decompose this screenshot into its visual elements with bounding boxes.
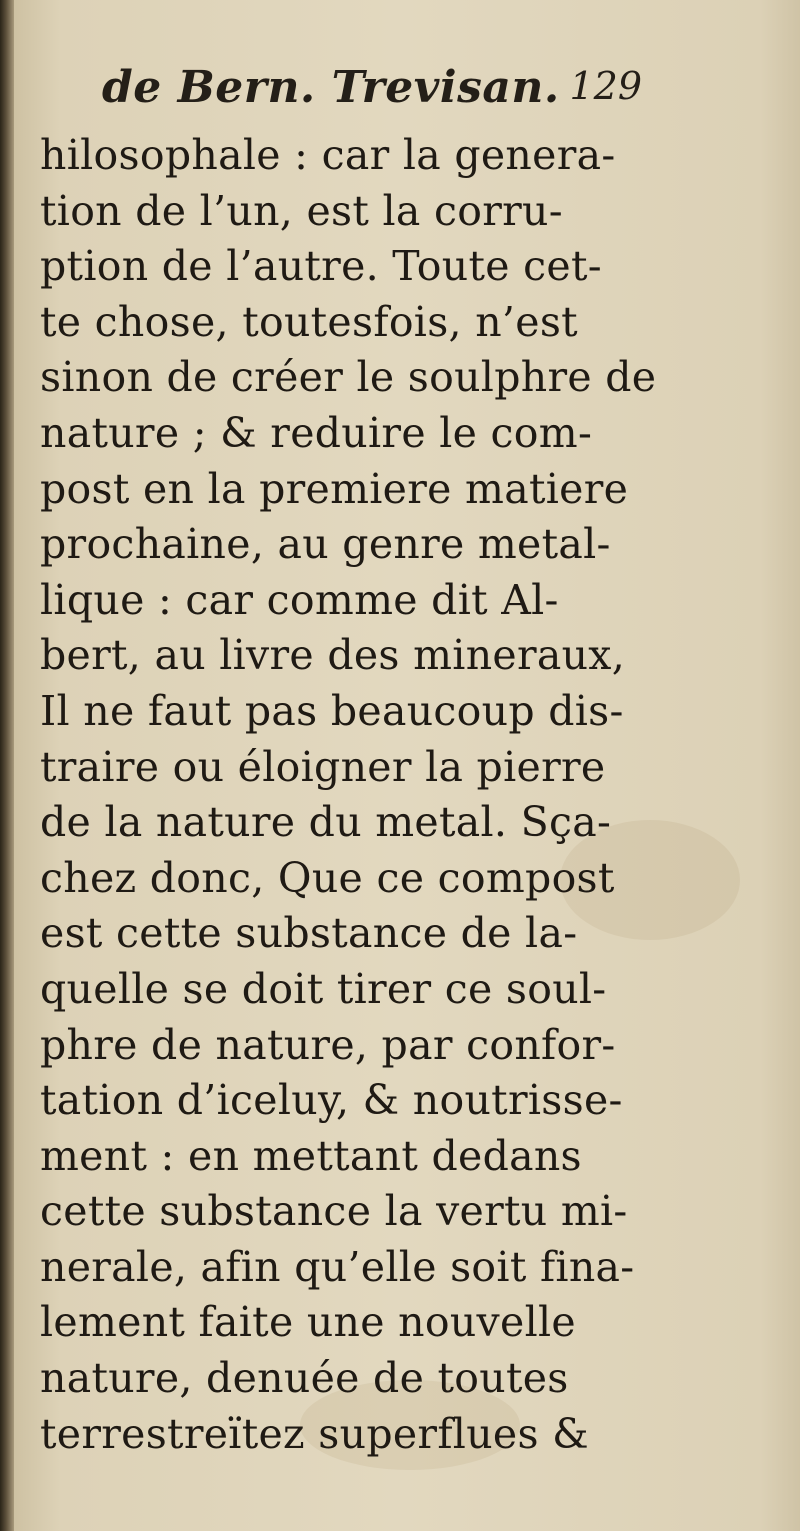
- text-line: tation d’iceluy, & noutrisse-: [40, 1076, 623, 1125]
- text-line: terrestreïtez superflues &: [40, 1409, 589, 1458]
- text-line: chez donc, Que ce compost: [40, 853, 615, 902]
- text-line: bert, au livre des mineraux,: [40, 631, 626, 680]
- text-line: tion de l’un, est la corru-: [40, 186, 563, 235]
- running-title: de Bern. Trevisan.: [102, 62, 560, 113]
- page-header: [102, 62, 642, 118]
- text-line: lement faite une nouvelle: [40, 1298, 576, 1347]
- text-line: nature, denuée de toutes: [40, 1354, 569, 1403]
- text-line: post en la premiere matiere: [40, 464, 629, 513]
- text-line: Il ne faut pas beaucoup dis-: [40, 686, 624, 735]
- text-line: cette substance la vertu mi-: [40, 1187, 628, 1236]
- text-line: prochaine, au genre metal-: [40, 520, 611, 569]
- body-text: [40, 128, 670, 1462]
- text-line: ment : en mettant dedans: [40, 1131, 582, 1180]
- text-line: nature ; & reduire le com-: [40, 408, 593, 457]
- text-line: sinon de créer le soulphre de: [40, 353, 657, 402]
- text-line: traire ou éloigner la pierre: [40, 742, 606, 791]
- text-line: phre de nature, par confor-: [40, 1020, 616, 1069]
- page-number: 129: [569, 64, 642, 108]
- text-line: te chose, toutesfois, n’est: [40, 297, 578, 346]
- text-line: hilosophale : car la genera-: [40, 131, 616, 179]
- text-line: ption de l’autre. Toute cet-: [40, 242, 602, 291]
- text-line: nerale, afin qu’elle soit fina-: [40, 1242, 635, 1291]
- text-line: lique : car comme dit Al-: [40, 575, 559, 624]
- binding-gutter: [0, 0, 14, 1531]
- text-line: de la nature du metal. Sça-: [40, 798, 612, 847]
- text-line: quelle se doit tirer ce soul-: [40, 964, 607, 1013]
- text-line: est cette substance de la-: [40, 909, 578, 958]
